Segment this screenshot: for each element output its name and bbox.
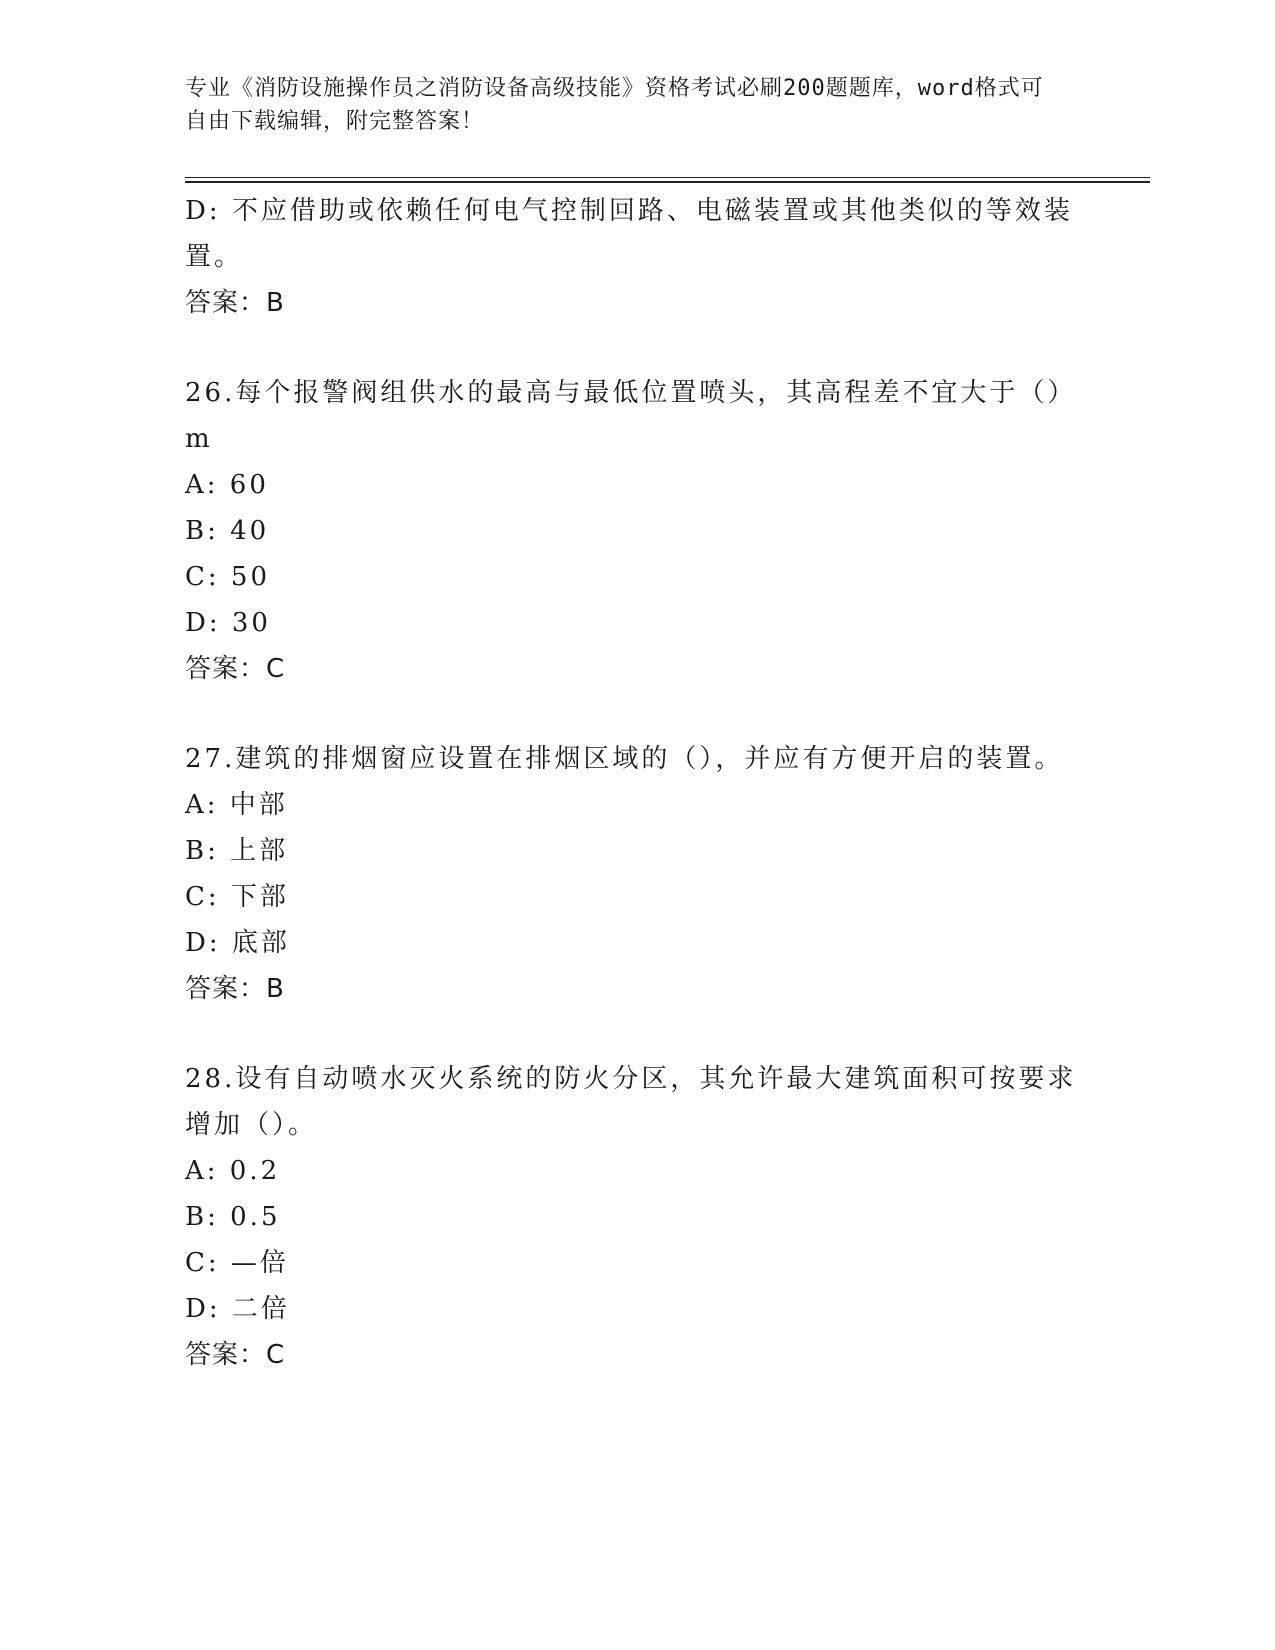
q28-option-c: C: —倍 (185, 1248, 289, 1278)
q28-option-d: D: 二倍 (185, 1294, 290, 1324)
q28-option-a: A: 0.2 (185, 1156, 281, 1186)
q27-option-d: D: 底部 (185, 928, 290, 958)
header-rule-thick (185, 181, 1150, 183)
prev-option-d: D: 不应借助或依赖任何电气控制回路、电磁装置或其他类似的等效装置。 (185, 196, 1073, 272)
q27-option-c: C: 下部 (185, 882, 289, 912)
q26-option-d: D: 30 (185, 608, 271, 638)
prev-answer: 答案：B (185, 288, 285, 318)
q26-stem: 26.每个报警阀组供水的最高与最低位置喷头，其高程差不宜大于（）m (185, 378, 1077, 454)
q26-answer: 答案：C (185, 654, 286, 684)
q28-stem: 28.设有自动喷水灭火系统的防火分区，其允许最大建筑面积可按要求增加（）。 (185, 1064, 1077, 1140)
header-rule-thin (185, 177, 1150, 178)
q27-option-a: A: 中部 (185, 790, 288, 820)
q27-answer: 答案：B (185, 974, 285, 1004)
q26-option-a: A: 60 (185, 470, 269, 500)
document-header: 专业《消防设施操作员之消防设备高级技能》资格考试必刷200题题库，word格式可自由下载编辑，附完整答案！ (185, 76, 1044, 134)
q26-option-c: C: 50 (185, 562, 271, 592)
q27-option-b: B: 上部 (185, 836, 289, 866)
q28-option-b: B: 0.5 (185, 1202, 281, 1232)
q28-answer: 答案：C (185, 1340, 286, 1370)
q26-option-b: B: 40 (185, 516, 270, 546)
q27-stem: 27.建筑的排烟窗应设置在排烟区域的（），并应有方便开启的装置。 (185, 744, 1064, 774)
question-list (185, 188, 1085, 1378)
